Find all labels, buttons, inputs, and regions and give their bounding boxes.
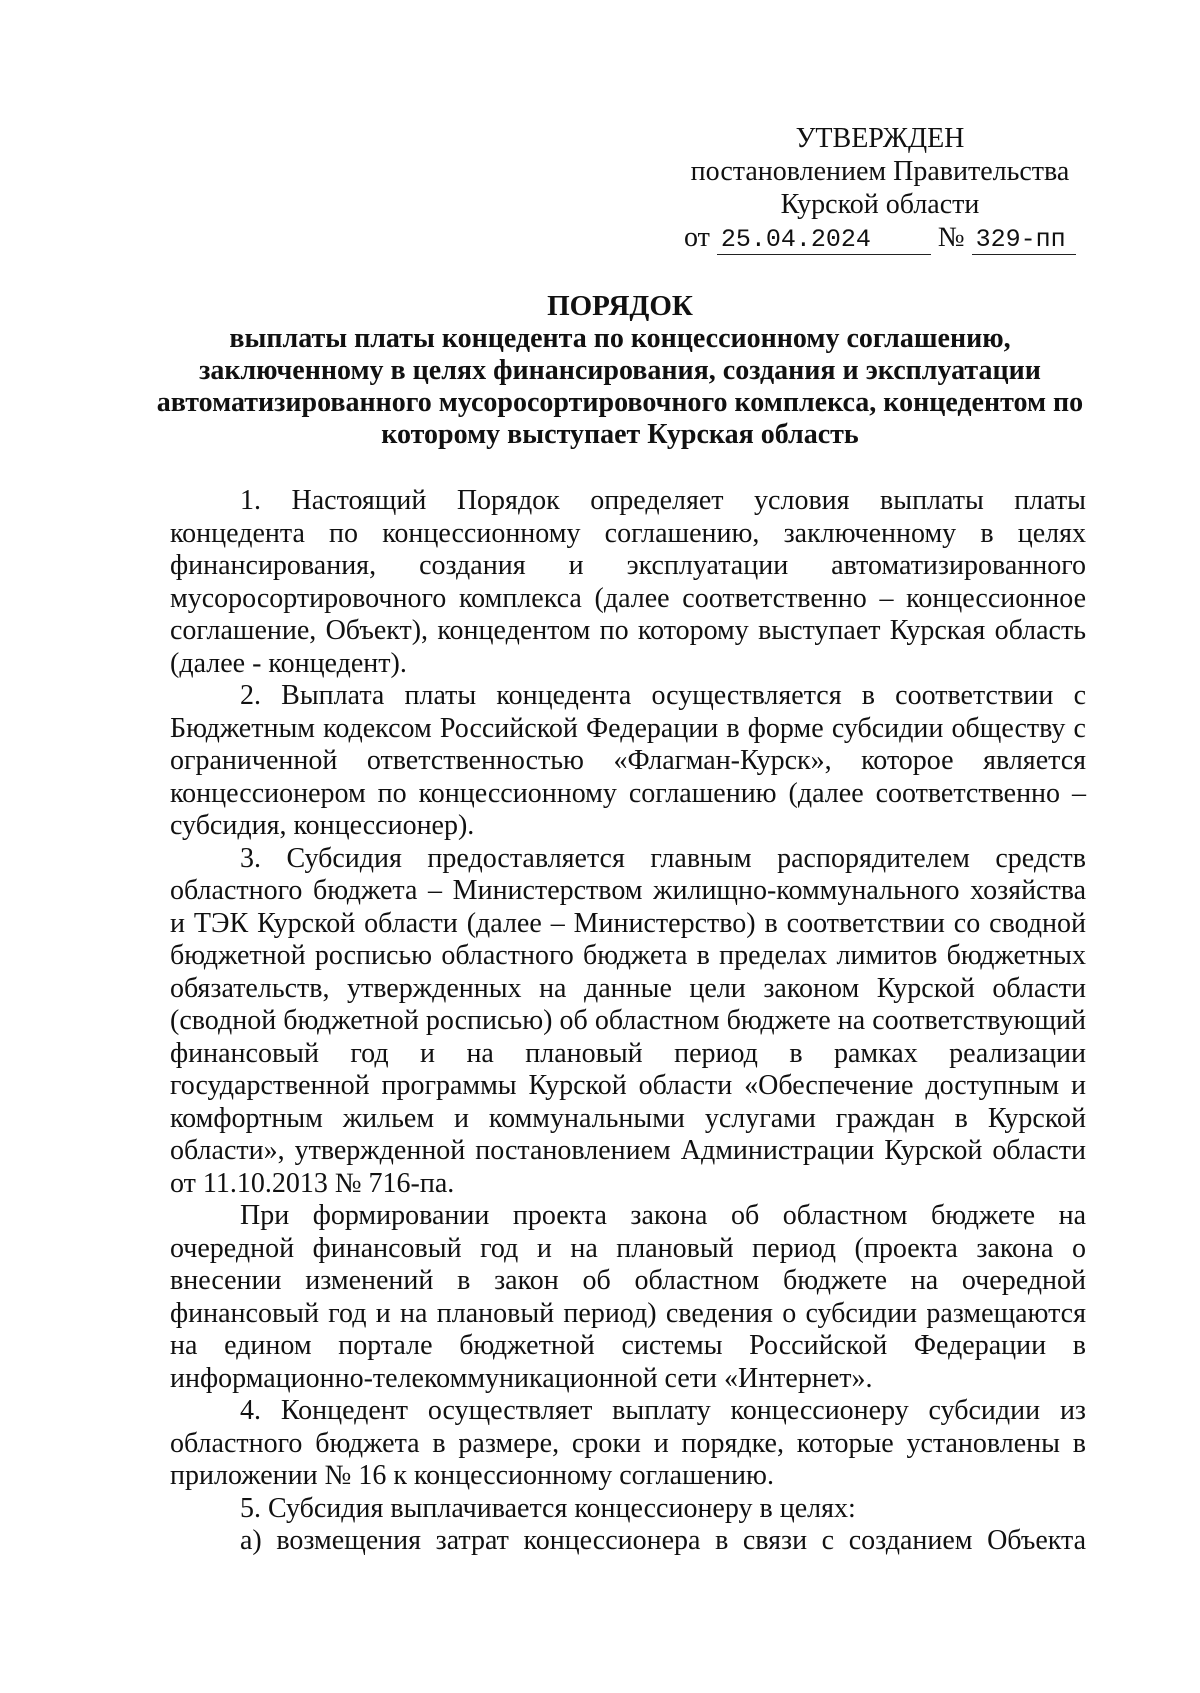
paragraph-4: 4. Концедент осуществляет выплату концессионеру субсидии из областного бюджета в размере, сроки и порядке, которые установлены в приложении № 16 к концессионному соглашению.: [170, 1395, 1086, 1491]
approval-date: 25.04.2024: [717, 226, 931, 255]
paragraph-2: 2. Выплата платы концедента осуществляется в соответствии с Бюджетным кодексом Российской Федерации в форме субсидии обществу с ограниченной ответственностью «Флагман-Курск», которое является концессионером по концессионному соглашению (далее соответственно – субсидия, концессионер).: [170, 680, 1086, 841]
approval-date-prefix: от: [684, 222, 710, 253]
document-body: [170, 485, 1086, 1558]
paragraph-3: 3. Субсидия предоставляется главным распорядителем средств областного бюджета – Министерством жилищно-коммунального хозяйства и ТЭК Курской области (далее – Министерство) в соответствии со сводной бюджетной росписью областного бюджета в пределах лимитов бюджетных обязательств, утвержденных на данные цели законом Курской области (сводной бюджетной росписью) об областном бюджете на соответствующий финансовый год и на плановый период в рамках реализации государственной программы Курской области «Обеспечение доступным и комфортным жильем и коммунальными услугами граждан в Курской области», утвержденной постановлением Администрации Курской области от 11.10.2013 № 716-па.: [170, 842, 1086, 1199]
approval-line-1: постановлением Правительства: [690, 156, 1070, 187]
approval-line-2: Курской области: [780, 189, 980, 220]
paragraph-3-continued: При формировании проекта закона об областном бюджете на очередной финансовый год и на плановый период (проекта закона о внесении изменений в закон об областном бюджете на очередной финансовый год и на плановый период) сведения о субсидии размещаются на едином портале бюджетной системы Российской Федерации в информационно-телекоммуникационной сети «Интернет».: [170, 1200, 1086, 1394]
paragraph-1: 1. Настоящий Порядок определяет условия выплаты платы концедента по концессионному соглашению, заключенному в целях финансирования, создания и эксплуатации автоматизированного мусоросортировочного комплекса (далее соответственно – концессионное соглашение, Объект), концедентом по которому выступает Курская область (далее - концедент).: [170, 485, 1086, 679]
paragraph-5a: а) возмещения затрат концессионера в связи с созданием Объекта: [240, 1525, 1086, 1556]
approval-date-number-row: [660, 221, 1100, 255]
document-title: [150, 290, 1090, 451]
title-main: ПОРЯДОК: [547, 290, 693, 322]
approval-stamp: [660, 122, 1100, 255]
approval-number-prefix: №: [937, 222, 965, 253]
title-subtitle: выплаты платы концедента по концессионному соглашению, заключенному в целях финансирования, создания и эксплуатации автоматизированного мусоросортировочного комплекса, концедентом по которому выступает Курская область: [156, 323, 1084, 450]
approval-number: 329-пп: [972, 226, 1076, 255]
approval-status: УТВЕРЖДЕН: [795, 123, 965, 154]
paragraph-5: 5. Субсидия выплачивается концессионеру в целях:: [240, 1492, 856, 1524]
